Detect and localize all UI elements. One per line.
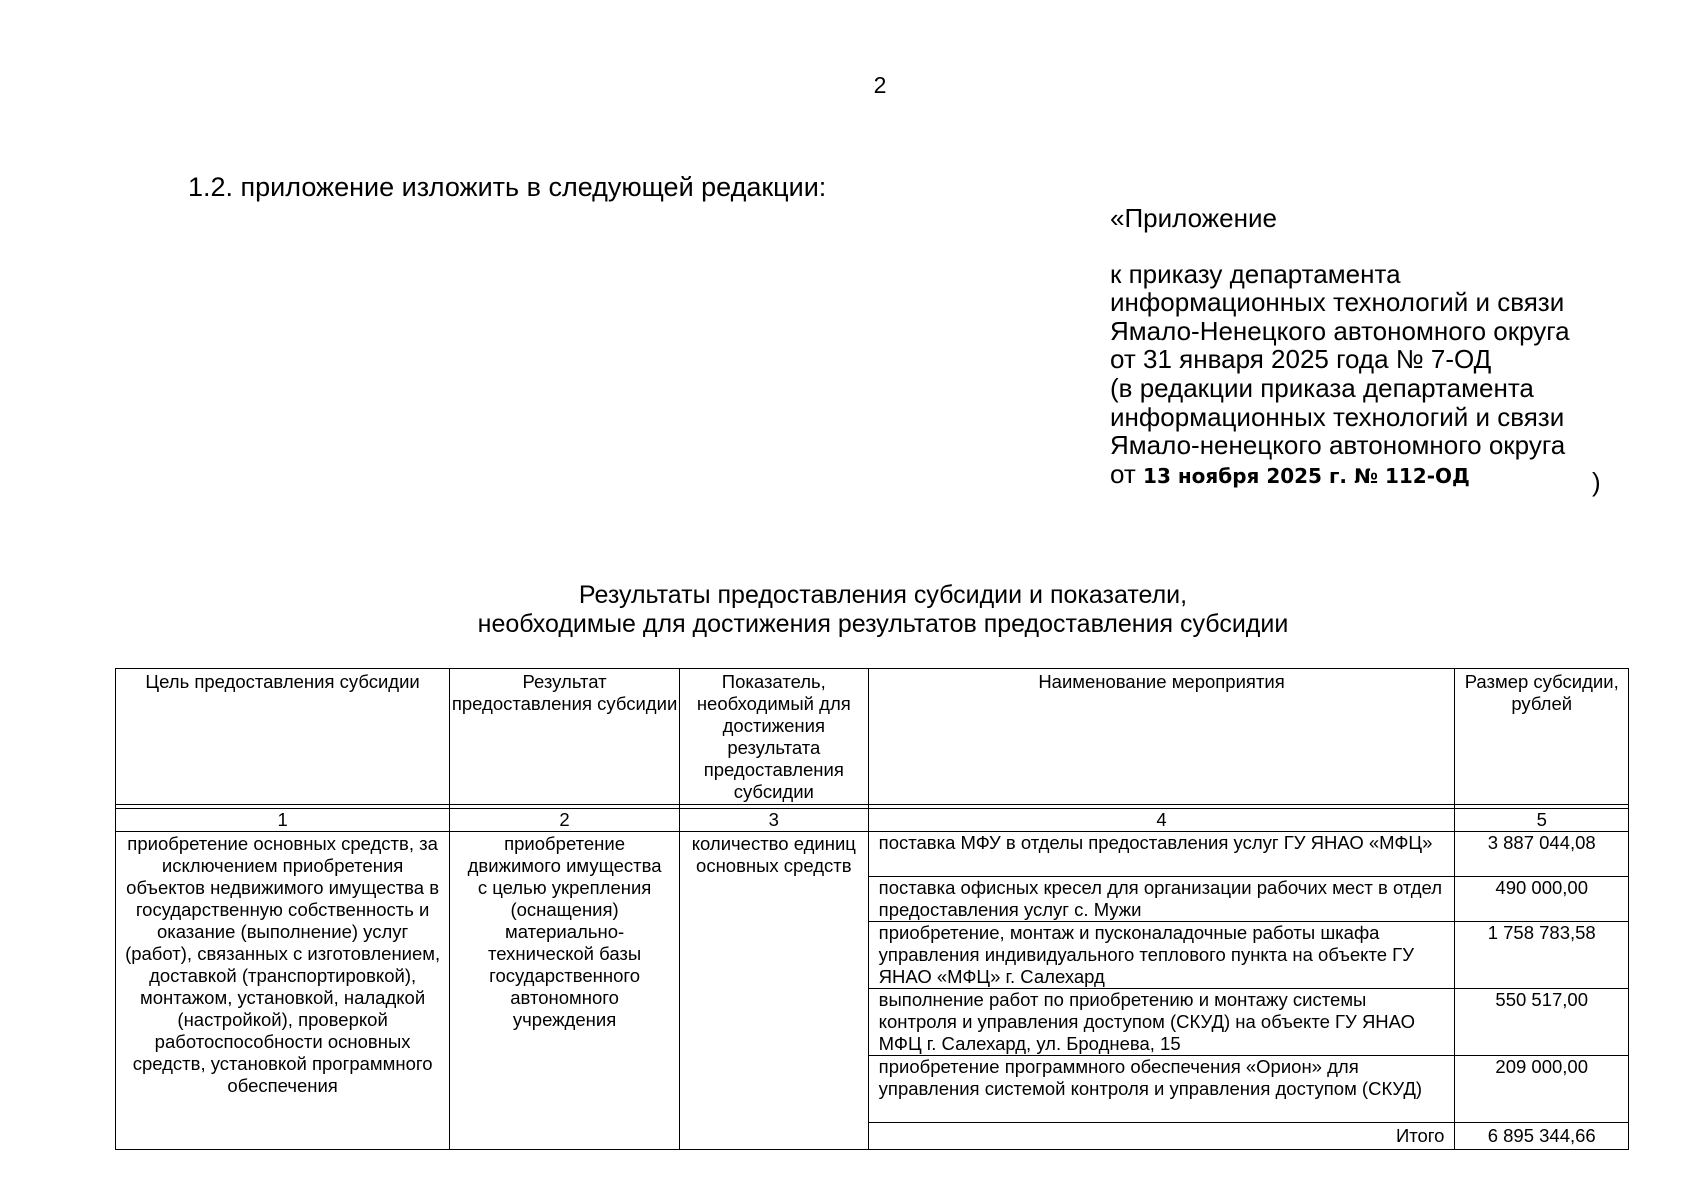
appendix-line: информационных технологий и связи bbox=[1110, 287, 1565, 318]
table-row bbox=[116, 832, 1629, 877]
header-goal: Цель предоставления субсидии bbox=[116, 669, 450, 805]
header-indicator: Показатель, необходимый для достижения результата предоставления субсидии bbox=[679, 669, 868, 805]
table-header-row bbox=[116, 669, 1629, 805]
table-title-line: необходимые для достижения результатов предоставления субсидии bbox=[477, 610, 1289, 638]
cell-event-amount: 3 887 044,08 bbox=[1455, 832, 1629, 877]
total-amount: 6 895 344,66 bbox=[1455, 1123, 1629, 1150]
cell-event-amount: 1 758 783,58 bbox=[1455, 922, 1629, 989]
appendix-close-paren: ) bbox=[1592, 467, 1601, 497]
subsidy-table bbox=[115, 668, 1629, 1150]
appendix-line: от 31 января 2025 года № 7-ОД bbox=[1110, 344, 1492, 375]
appendix-ref-stamp: 13 ноября 2025 г. № 112-ОД bbox=[1143, 463, 1470, 488]
appendix-header bbox=[1110, 204, 1610, 490]
total-label: Итого bbox=[868, 1123, 1455, 1150]
appendix-ref-prefix: от bbox=[1110, 458, 1136, 489]
appendix-line: информационных технологий и связи bbox=[1110, 401, 1565, 432]
cell-event-name: поставка офисных кресел для организации рабочих мест в отдел предоставления услуг с. Мужи bbox=[868, 877, 1455, 922]
column-number: 1 bbox=[116, 809, 450, 832]
column-number: 4 bbox=[868, 809, 1455, 832]
appendix-title: «Приложение bbox=[1110, 203, 1277, 233]
appendix-ref-line bbox=[1110, 460, 1610, 491]
appendix-line: к приказу департамента bbox=[1110, 258, 1401, 289]
cell-event-name: выполнение работ по приобретению и монтажу системы контроля и управления доступом (СКУД) на объекте ГУ ЯНАО МФЦ г. Салехард, ул. Броднева, 15 bbox=[868, 989, 1455, 1056]
intro-paragraph: 1.2. приложение изложить в следующей редакции: bbox=[188, 172, 827, 202]
page-number: 2 bbox=[873, 72, 887, 98]
cell-event-name: поставка МФУ в отделы предоставления услуг ГУ ЯНАО «МФЦ» bbox=[868, 832, 1455, 877]
column-number: 3 bbox=[679, 809, 868, 832]
appendix-line: (в редакции приказа департамента bbox=[1110, 372, 1534, 403]
cell-event-name: приобретение программного обеспечения «Орион» для управления системой контроля и управления доступом (СКУД) bbox=[868, 1056, 1455, 1123]
cell-indicator: количество единиц основных средств bbox=[679, 832, 868, 1150]
header-result: Результат предоставления субсидии bbox=[450, 669, 680, 805]
appendix-line: Ямало-Ненецкого автономного округа bbox=[1110, 315, 1570, 346]
header-amount: Размер субсидии, рублей bbox=[1455, 669, 1629, 805]
column-number: 5 bbox=[1455, 809, 1629, 832]
cell-event-amount: 490 000,00 bbox=[1455, 877, 1629, 922]
column-number: 2 bbox=[450, 809, 680, 832]
cell-event-name: приобретение, монтаж и пусконаладочные работы шкафа управления индивидуального теплового пункта на объекте ГУ ЯНАО «МФЦ» г. Салехард bbox=[868, 922, 1455, 989]
cell-result: приобретение движимого имущества с целью укрепления (оснащения) материально-технической базы государственного автономного учреждения bbox=[450, 832, 680, 1150]
cell-event-amount: 550 517,00 bbox=[1455, 989, 1629, 1056]
table-title-line: Результаты предоставления субсидии и показатели, bbox=[578, 581, 1188, 609]
cell-event-amount: 209 000,00 bbox=[1455, 1056, 1629, 1123]
appendix-line: Ямало-ненецкого автономного округа bbox=[1110, 430, 1566, 461]
table-column-numbers bbox=[116, 809, 1629, 832]
header-event: Наименование мероприятия bbox=[868, 669, 1455, 805]
table-title bbox=[0, 581, 1697, 639]
cell-goal: приобретение основных средств, за исключением приобретения объектов недвижимого имущества в государственную собственность и оказание (выполнение) услуг (работ), связанных с изготовлением, доставкой (транспортировкой), монтажом, установкой, наладкой (настройкой), проверкой работоспособности основных средств, установкой программного обеспечения bbox=[116, 832, 450, 1150]
